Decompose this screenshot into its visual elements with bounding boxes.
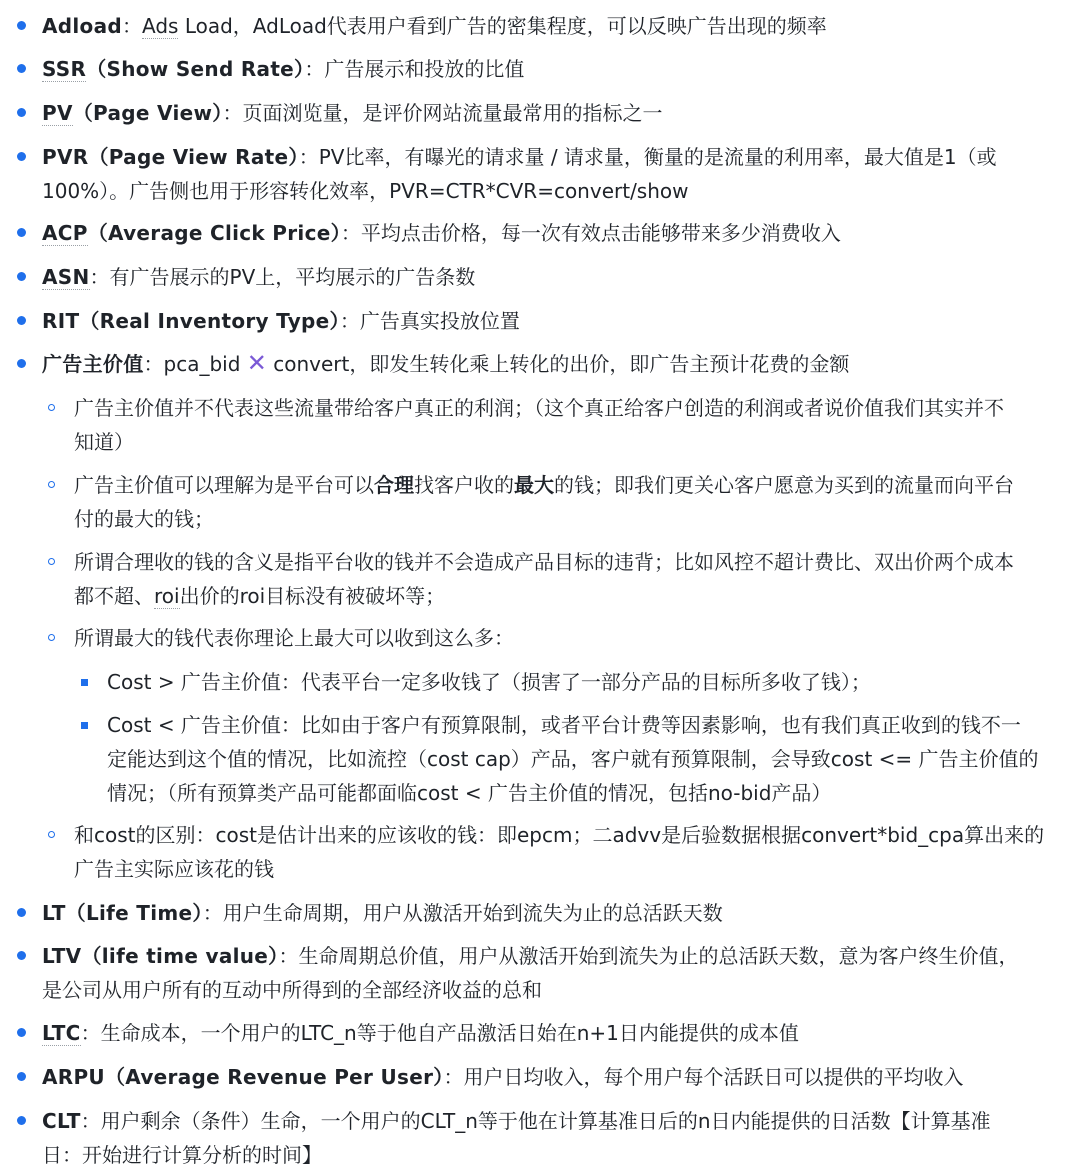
term-adload: Adload [42, 14, 123, 38]
term-ltv: LTV（life time value） [42, 944, 279, 968]
list-item-ltv: LTV（life time value）：生命周期总价值，用户从激活开始到流失为止的总活跃天数，意为客户终生价值， 是公司从用户所有的互动中所得到的全部经济收益的总和 [42, 939, 1062, 1007]
term-clt: CLT [42, 1109, 81, 1133]
bullet-icon [17, 21, 26, 30]
sub-sub-item-cost-greater: Cost > 广告主价值：代表平台一定多收钱了（损害了一部分产品的目标所多收了钱）； [107, 665, 1067, 699]
sub-item-cost-diff: 和cost的区别：cost是估计出来的应该收的钱：即epcm；二advv是后验数据根据convert*bid_cpa算出来的 广告主实际应该花的钱 [74, 818, 1064, 886]
sub-item-max-meaning: 所谓最大的钱代表你理论上最大可以收到这么多： [74, 621, 1064, 655]
bullet-icon [17, 108, 26, 117]
hollow-bullet-icon [48, 481, 55, 488]
hollow-bullet-icon [48, 634, 55, 641]
ads-underlined: Ads [142, 14, 179, 38]
bullet-icon [17, 152, 26, 161]
list-item-ltc: LTC：生命成本，一个用户的LTC_n等于他自产品激活日始在n+1日内能提供的成本值 [42, 1016, 1062, 1050]
list-item-pvr: PVR（Page View Rate）：PV比率，有曝光的请求量 / 请求量，衡量的是流量的利用率，最大值是1（或 100%）。广告侧也用于形容转化效率，PVR=CTR*CVR=convert/show [42, 140, 1062, 208]
list-item-clt: CLT：用户剩余（条件）生命，一个用户的CLT_n等于他在计算基准日后的n日内能提供的日活数【计算基准 日：开始进行计算分析的时间】 [42, 1104, 1062, 1172]
bullet-icon [17, 272, 26, 281]
list-item-pv: PV（Page View）：页面浏览量，是评价网站流量最常用的指标之一 [42, 96, 1062, 130]
multiply-x-icon: ✕ [246, 349, 267, 377]
bullet-icon [17, 316, 26, 325]
list-item-advertiser-value: 广告主价值：pca_bid ✕ convert，即发生转化乘上转化的出价，即广告主预计花费的金额 [42, 347, 1062, 381]
hollow-bullet-icon [48, 558, 55, 565]
square-bullet-icon [81, 679, 88, 686]
bullet-icon [17, 1028, 26, 1037]
bullet-icon [17, 228, 26, 237]
term-ssr: SSR [42, 57, 87, 81]
list-item-lt: LT（Life Time）：用户生命周期，用户从激活开始到流失为止的总活跃天数 [42, 896, 1062, 930]
bullet-icon [17, 1116, 26, 1125]
list-item-ssr: SSR（Show Send Rate）：广告展示和投放的比值 [42, 52, 1062, 86]
term-advertiser-value: 广告主价值 [42, 352, 144, 376]
list-item-acp: ACP（Average Click Price）：平均点击价格，每一次有效点击能够带来多少消费收入 [42, 216, 1062, 250]
term-ltc: LTC [42, 1021, 81, 1045]
sub-item-reasonable-max: 广告主价值可以理解为是平台可以合理找客户收的最大的钱；即我们更关心客户愿意为买到的流量而向平台 付的最大的钱； [74, 468, 1064, 536]
term-arpu: ARPU（Average Revenue Per User） [42, 1065, 444, 1089]
hollow-bullet-icon [48, 404, 55, 411]
bullet-icon [17, 64, 26, 73]
list-item-rit: RIT（Real Inventory Type）：广告真实投放位置 [42, 304, 1062, 338]
square-bullet-icon [81, 722, 88, 729]
bullet-icon [17, 951, 26, 960]
sub-item-not-profit: 广告主价值并不代表这些流量带给客户真正的利润；（这个真正给客户创造的利润或者说价值我们其实并不 知道） [74, 391, 1064, 459]
bullet-icon [17, 908, 26, 917]
list-item-asn: ASN：有广告展示的PV上，平均展示的广告条数 [42, 260, 1062, 294]
term-pvr: PVR [42, 145, 89, 169]
hollow-bullet-icon [48, 831, 55, 838]
bullet-icon [17, 359, 26, 368]
bullet-icon [17, 1072, 26, 1081]
list-item-adload: Adload：Ads Load，AdLoad代表用户看到广告的密集程度，可以反映广告出现的频率 [42, 9, 1062, 43]
term-pv: PV [42, 101, 73, 125]
term-rit: RIT（Real Inventory Type） [42, 309, 340, 333]
sub-item-reasonable-meaning: 所谓合理收的钱的含义是指平台收的钱并不会造成产品目标的违背；比如风控不超计费比、双出价两个成本 都不超、roi出价的roi目标没有被破坏等； [74, 545, 1064, 613]
term-acp: ACP [42, 221, 88, 245]
term-lt: LT（Life Time） [42, 901, 203, 925]
sub-sub-item-cost-less: Cost < 广告主价值：比如由于客户有预算限制，或者平台计费等因素影响，也有我们真正收到的钱不一 定能达到这个值的情况，比如流控（cost cap）产品，客户就有预算限制，会导致cost <= 广告主价值的 情况；（所有预算类产品可能都面临cost < 广告主价值的情况，包括no-bid产品） [107, 708, 1067, 810]
list-item-arpu: ARPU（Average Revenue Per User）：用户日均收入，每个用户每个活跃日可以提供的平均收入 [42, 1060, 1062, 1094]
term-asn: ASN [42, 265, 90, 289]
